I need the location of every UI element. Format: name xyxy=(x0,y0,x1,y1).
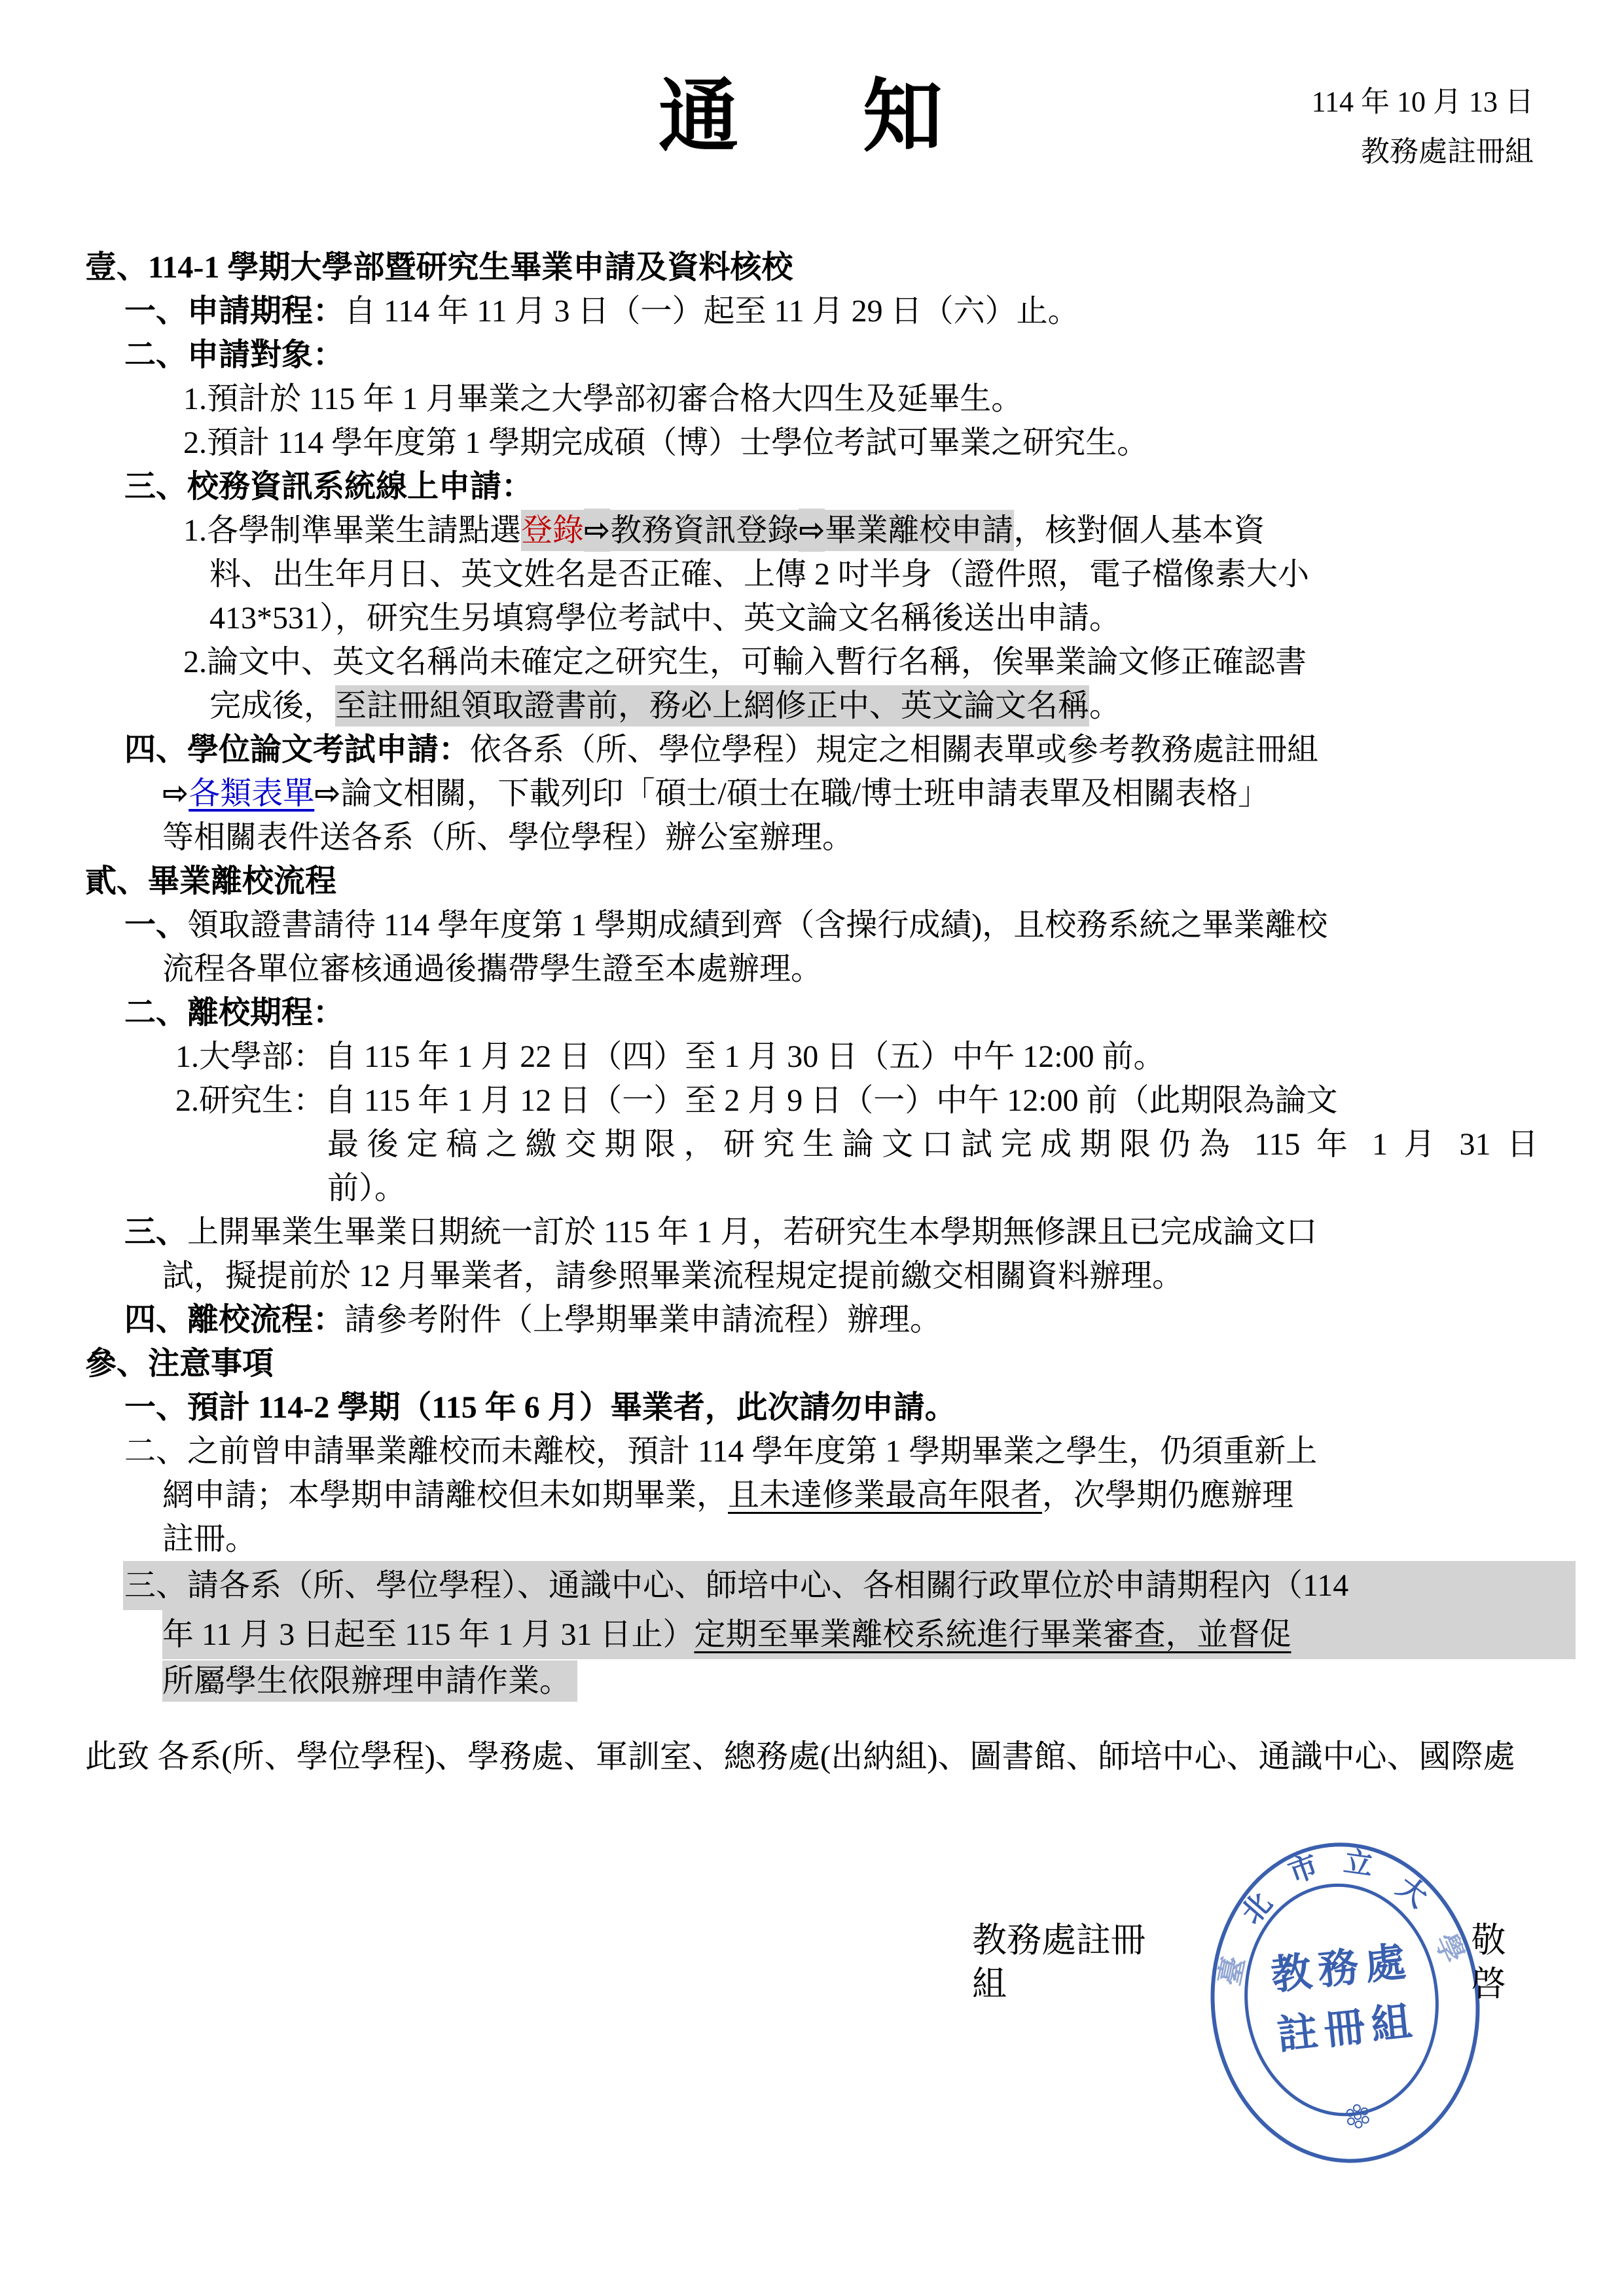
text-run: 網申請；本學期申請離校但未如期畢業， xyxy=(162,1478,729,1513)
s1-item2-label: 二、申請對象： xyxy=(124,338,345,372)
s1-item4-line2 xyxy=(162,772,1538,816)
text-run: 之前曾申請畢業離校而未離校，預計 114 學年度第 1 學期畢業之學生，仍須重新上 xyxy=(187,1434,1318,1469)
arrow-right-icon: ⇨ xyxy=(314,775,341,812)
stamp-ring-char: 臺 xyxy=(1213,1953,1252,1989)
s2-item4 xyxy=(124,1298,1538,1342)
s1-item4 xyxy=(124,728,1538,772)
item-marker: 一、 xyxy=(124,908,188,942)
underlined-emphasis: 定期至畢業離校系統進行畢業審查，並督促 xyxy=(694,1617,1291,1652)
stamp-ring-char: 學 xyxy=(1428,1928,1470,1968)
s1-item4-line3: 等相關表件送各系（所、學位學程）辦公室辦理。 xyxy=(162,820,854,855)
text-run: 上開畢業生畢業日期統一訂於 115 年 1 月，若研究生本學期無修課且已完成論文口 xyxy=(187,1215,1318,1249)
doc-issuer: 教務處註冊組 xyxy=(1361,135,1534,168)
heading-section-3: 參、注意事項 xyxy=(85,1346,274,1381)
s1-item4-label: 四、學位論文考試申請： xyxy=(124,732,471,767)
text-run: 領取證書請待 114 學年度第 1 學期成績到齊（含操行成績)，且校務系統之畢業離校 xyxy=(187,908,1328,942)
highlighted-notice: 至註冊組領取證書前，務必上網修正中、英文論文名稱 xyxy=(335,685,1089,726)
s1-item3-sub2-line2 xyxy=(209,684,1538,728)
s2-item4-text: 請參考附件（上學期畢業申請流程）辦理。 xyxy=(344,1302,942,1337)
s1-item3-sub1-line3: 413*531），研究生另填寫學位考試中、英文論文名稱後送出申請。 xyxy=(209,601,1121,636)
s2-item1-line1 xyxy=(124,903,1538,947)
university-emblem-icon xyxy=(1343,2101,1373,2131)
stamp-ring-char: 市 xyxy=(1284,1849,1323,1890)
s3-item2-line3: 註冊。 xyxy=(162,1522,257,1556)
s1-item1-label: 一、申請期程： xyxy=(124,294,345,329)
text-run: 。 xyxy=(1089,689,1121,723)
s1-item3-sub2-line1: 2.論文中、英文名稱尚未確定之研究生，可輸入暫行名稱，俟畢業論文修正確認書 xyxy=(183,645,1307,679)
stamp-ring-char: 立 xyxy=(1341,1845,1375,1882)
item-marker: 三、 xyxy=(124,1215,188,1249)
s2-item2-label: 二、離校期程： xyxy=(124,996,345,1030)
s2-item2-sub1: 1.大學部：自 115 年 1 月 22 日（四）至 1 月 30 日（五）中午 12:00 前。 xyxy=(175,1039,1165,1074)
login-button-ref: 登錄 xyxy=(521,510,584,551)
s3-item1: 一、預計 114-2 學期（115 年 6 月）畢業者，此次請勿申請。 xyxy=(124,1390,956,1425)
arrow-right-icon: ⇨ xyxy=(162,775,189,812)
header-right xyxy=(1312,77,1534,177)
heading-section-2: 貳、畢業離校流程 xyxy=(85,864,337,899)
s1-item2-sub2: 2.預計 114 學年度第 1 學期完成碩（博）士學位考試可畢業之研究生。 xyxy=(183,425,1149,460)
s3-item2-line1 xyxy=(124,1429,1538,1473)
highlighted-notice: 所屬學生依限辦理申請作業。 xyxy=(162,1660,577,1702)
text-run: 論文相關，下載列印「碩士/碩士在職/博士班申請表單及相關表格」 xyxy=(340,776,1270,811)
s2-item3-line2: 試，擬提前於 12 月畢業者，請參照畢業流程規定提前繳交相關資料辦理。 xyxy=(162,1259,1184,1293)
item-marker: 三、 xyxy=(124,1568,188,1603)
s3-item3-line3 xyxy=(162,1659,1538,1703)
s1-item2-sub1: 1.預計於 115 年 1 月畢業之大學部初審合格大四生及延畢生。 xyxy=(183,382,1023,416)
s2-item2 xyxy=(124,991,1538,1035)
s1-item2 xyxy=(124,333,1538,377)
arrow-right-icon: ⇨ xyxy=(799,509,825,552)
forms-link[interactable]: 各類表單 xyxy=(189,776,315,811)
underlined-emphasis: 且未達修業最高年限者 xyxy=(728,1478,1043,1513)
heading-section-1: 壹、114-1 學期大學部暨研究生畢業申請及資料核校 xyxy=(85,250,793,285)
s1-item1 xyxy=(124,289,1538,333)
s1-item1-text: 自 114 年 11 月 3 日（一）起至 11 月 29 日（六）止。 xyxy=(344,294,1079,329)
text-run: 1.各學制準畢業生請點選 xyxy=(183,513,522,548)
s2-item2-sub2-line3: 前）。 xyxy=(327,1171,406,1206)
s1-item3 xyxy=(124,465,1538,509)
signature-respect: 敬啓 xyxy=(1471,1922,1506,2003)
s1-item3-sub1-line2: 料、出生年月日、英文姓名是否正確、上傳 2 吋半身（證件照，電子檔像素大小 xyxy=(209,557,1310,592)
s3-item3-line2 xyxy=(162,1610,1576,1659)
page-title: 通 知 xyxy=(659,73,965,162)
closing-line: 此致 各系(所、學位學程)、學務處、軍訓室、總務處(出納組)、圖書館、師培中心、通識中心、國際處 xyxy=(85,1738,1515,1774)
text-run: ，次學期仍應辦理 xyxy=(1042,1478,1294,1513)
menu-step-ref: 教務資訊登錄 xyxy=(610,510,799,551)
text-run: 完成後， xyxy=(209,689,336,723)
s2-item1-line2: 流程各單位審核通過後攜帶學生證至本處辦理。 xyxy=(162,952,823,986)
s1-item3-label: 三、校務資訊系統線上申請： xyxy=(124,469,533,504)
s3-item2-line2 xyxy=(162,1473,1538,1517)
s1-item4-text: 依各系（所、學位學程）規定之相關表單或參考教務處註冊組 xyxy=(470,732,1319,767)
item-marker: 二、 xyxy=(124,1434,188,1469)
arrow-right-icon: ⇨ xyxy=(584,509,610,552)
s2-item2-sub2-line1: 2.研究生：自 115 年 1 月 12 日（一）至 2 月 9 日（一）中午 12:00 前（此期限為論文 xyxy=(175,1083,1338,1118)
stamp-ring-char: 大 xyxy=(1390,1871,1434,1914)
stamp-center-line1: 教務處 xyxy=(1269,1939,1415,1999)
signature-unit: 教務處註冊組 xyxy=(972,1922,1146,2003)
doc-date: 114 年 10 月 13 日 xyxy=(1311,86,1534,118)
signature-row xyxy=(972,1919,1538,2007)
s2-item2-sub2-line2: 最後定稿之繳交期限，研究生論文口試完成期限仍為 115 年 1 月 31 日 xyxy=(327,1127,1538,1162)
stamp-center-line2: 註冊組 xyxy=(1275,1999,1421,2058)
text-run: 請各系（所、學位學程）、通識中心、師培中心、各相關行政單位於申請期程內（114 xyxy=(187,1568,1349,1603)
s2-item3-line1 xyxy=(124,1210,1538,1254)
text-run: ，核對個人基本資 xyxy=(1013,513,1265,548)
s3-item3-line1 xyxy=(123,1561,1576,1610)
s2-item4-label: 四、離校流程： xyxy=(124,1302,345,1337)
notice-body xyxy=(85,245,1538,2007)
text-run: 年 11 月 3 日起至 115 年 1 月 31 日止） xyxy=(162,1617,695,1652)
s1-item3-sub1-line1 xyxy=(183,509,1538,552)
stamp-ring-char: 北 xyxy=(1235,1887,1278,1930)
menu-step-ref: 畢業離校申請 xyxy=(825,510,1013,551)
